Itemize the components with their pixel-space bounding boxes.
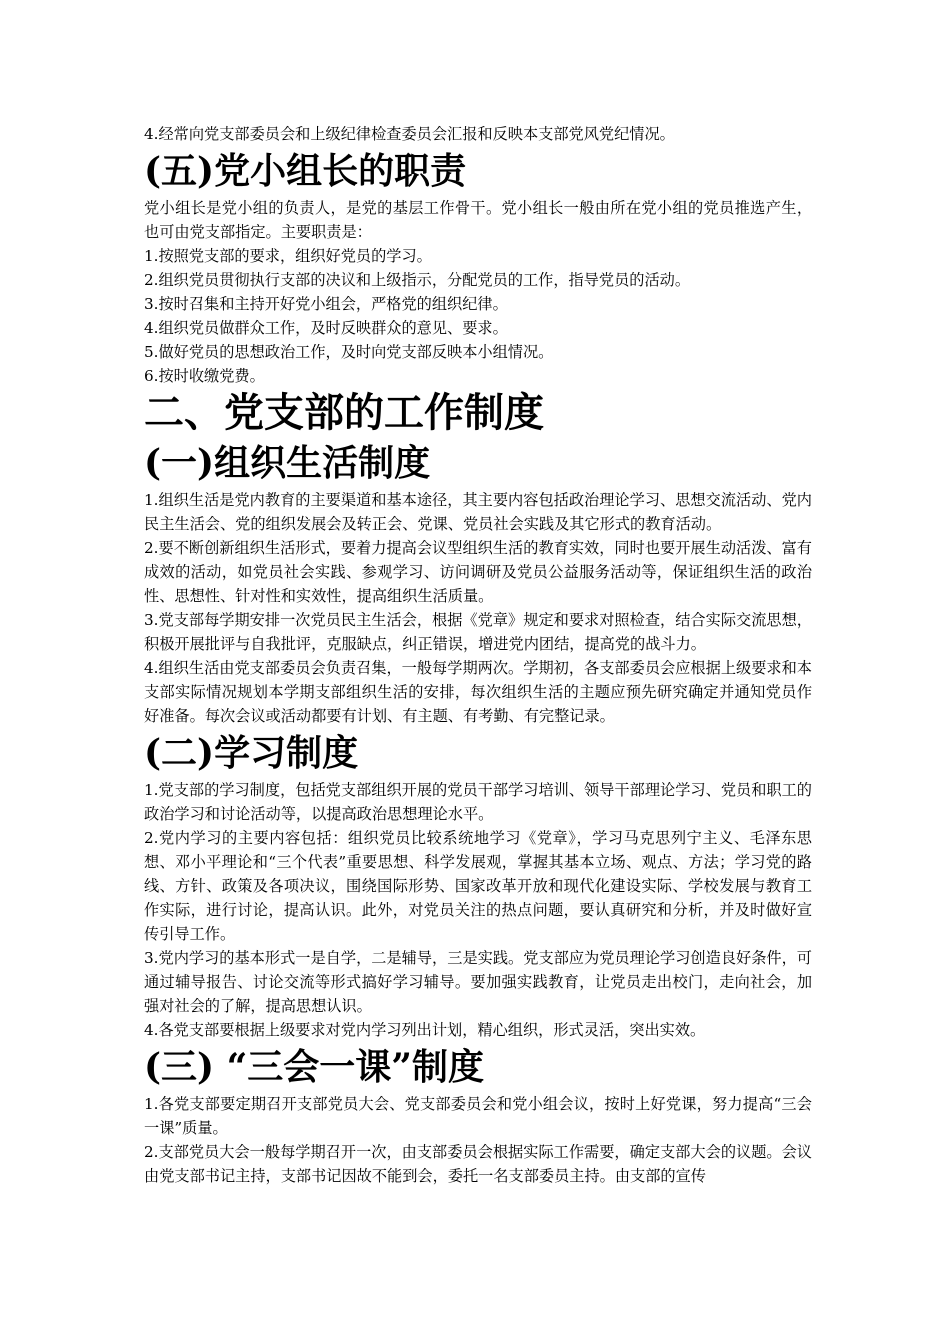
list-item: 2.支部党员大会一般每学期召开一次，由支部委员会根据实际工作需要，确定支部大会的议题。会议由党支部书记主持，支部书记因故不能到会，委托一名支部委员主持。由支部的宣传 (144, 1143, 812, 1185)
list-item: 4.组织党员做群众工作，及时反映群众的意见、要求。 (144, 319, 508, 337)
section-heading-1: (一)组织生活制度 (144, 442, 431, 484)
list-item: 2.组织党员贯彻执行支部的决议和上级指示，分配党员的工作，指导党员的活动。 (144, 271, 691, 289)
document-page (144, 122, 812, 1188)
list-item: 5.做好党员的思想政治工作，及时向党支部反映本小组情况。 (144, 343, 554, 361)
list-item: 3.党内学习的基本形式一是自学，二是辅导，三是实践。党支部应为党员理论学习创造良好条件，可通过辅导报告、讨论交流等形式搞好学习辅导。要加强实践教育，让党员走出校门，走向社会，加强对社会的了解，提高思想认识。 (144, 949, 812, 1015)
list-item: 2.党内学习的主要内容包括：组织党员比较系统地学习《党章》，学习马克思列宁主义、毛泽东思想、邓小平理论和“三个代表”重要思想、科学发展观，掌握其基本立场、观点、方法；学习党的路线、方针、政策及各项决议，围绕国际形势、国家改革开放和现代化建设实际、学校发展与教育工作实际，进行讨论，提高认识。此外，对党员关注的热点问题，要认真研究和分析，并及时做好宣传引导工作。 (144, 829, 812, 943)
list-item: 3.党支部每学期安排一次党员民主生活会，根据《党章》规定和要求对照检查，结合实际交流思想，积极开展批评与自我批评，克服缺点，纠正错误，增进党内团结，提高党的战斗力。 (144, 611, 812, 653)
chapter-heading-2: 二、党支部的工作制度 (144, 389, 544, 436)
list-item: 2.要不断创新组织生活形式，要着力提高会议型组织生活的教育实效，同时也要开展生动活泼、富有成效的活动，如党员社会实践、参观学习、访问调研及党员公益服务活动等，保证组织生活的政治性、思想性、针对性和实效性，提高组织生活质量。 (144, 539, 812, 605)
list-item: 1.各党支部要定期召开支部党员大会、党支部委员会和党小组会议，按时上好党课，努力提高“三会一课”质量。 (144, 1095, 812, 1137)
paragraph: 4.经常向党支部委员会和上级纪律检查委员会汇报和反映本支部党风党纪情况。 (144, 125, 675, 143)
list-item: 1.按照党支部的要求，组织好党员的学习。 (144, 247, 432, 265)
list-item: 4.组织生活由党支部委员会负责召集，一般每学期两次。学期初，各支部委员会应根据上级要求和本支部实际情况规划本学期支部组织生活的安排，每次组织生活的主题应预先研究确定并通知党员作好准备。每次会议或活动都要有计划、有主题、有考勤、有完整记录。 (144, 659, 812, 725)
paragraph: 党小组长是党小组的负责人，是党的基层工作骨干。党小组长一般由所在党小组的党员推选产生，也可由党支部指定。主要职责是： (144, 199, 812, 241)
list-item: 6.按时收缴党费。 (144, 367, 265, 385)
list-item: 1.党支部的学习制度，包括党支部组织开展的党员干部学习培训、领导干部理论学习、党员和职工的政治学习和讨论活动等，以提高政治思想理论水平。 (144, 781, 812, 823)
section-heading-2: (二)学习制度 (144, 732, 359, 774)
list-item: 3.按时召集和主持开好党小组会，严格党的组织纪律。 (144, 295, 508, 313)
section-heading-5: (五)党小组长的职责 (144, 150, 467, 192)
section-heading-3: (三) “三会一课”制度 (144, 1046, 485, 1088)
list-item: 4.各党支部要根据上级要求对党内学习列出计划，精心组织，形式灵活，突出实效。 (144, 1021, 706, 1039)
list-item: 1.组织生活是党内教育的主要渠道和基本途径，其主要内容包括政治理论学习、思想交流活动、党内民主生活会、党的组织发展会及转正会、党课、党员社会实践及其它形式的教育活动。 (144, 491, 812, 533)
